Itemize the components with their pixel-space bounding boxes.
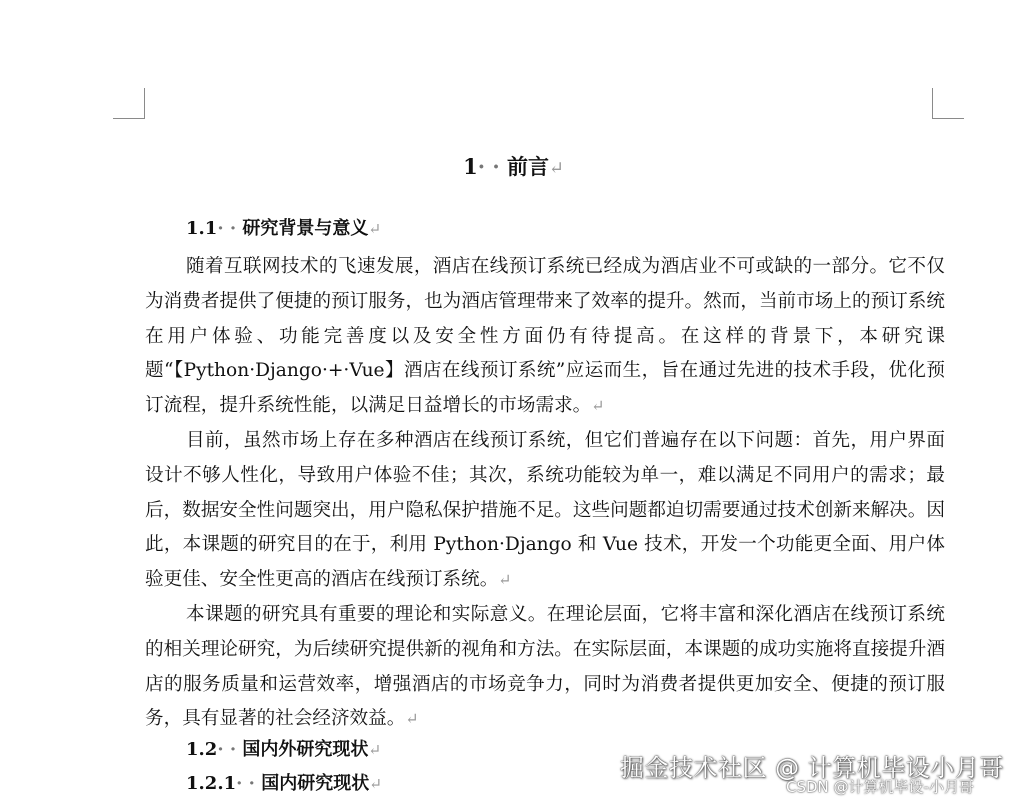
subsection-separator: · ·	[236, 773, 255, 794]
section-separator: · ·	[217, 218, 237, 239]
subsection-heading-1-2-1	[186, 769, 382, 799]
paragraph-text: 本课题的研究具有重要的理论和实际意义。在理论层面，它将丰富和深化酒店在线预订系统的相关理论研究，为后续研究提供新的视角和方法。在实际层面，本课题的成功实施将直接提升酒店的服务质量和运营效率，增强酒店的市场竞争力，同时为消费者提供更加安全、便捷的预订服务，具有显著的社会经济效益。	[145, 603, 945, 730]
section-title: 国内外研究现状	[242, 739, 369, 760]
section-number: 1.1	[186, 218, 218, 239]
crop-mark-top-left-horizontal	[113, 118, 145, 119]
paragraph-text: 随着互联网技术的飞速发展，酒店在线预订系统已经成为酒店业不可或缺的一部分。它不仅为消费者提供了便捷的预订服务，也为酒店管理带来了效率的提升。然而，当前市场上的预订系统在用户体验、功能完善度以及安全性方面仍有待提高。在这样的背景下，本研究课题“【Python·Django·+·Vue】酒店在线预订系统”应运而生，旨在通过先进的技术手段，优化预订流程，提升系统性能，以满足日益增长的市场需求。	[145, 256, 945, 417]
subsection-title: 国内研究现状	[261, 773, 370, 794]
paragraph-text: 目前，虽然市场上存在多种酒店在线预订系统，但它们普遍存在以下问题：首先，用户界面设计不够人性化，导致用户体验不佳；其次，系统功能较为单一，难以满足不同用户的需求；最后，数据安全性问题突出，用户隐私保护措施不足。这些问题都迫切需要通过技术创新来解决。因此，本课题的研究目的在于，利用 Python·Django 和 Vue 技术，开发一个功能更全面、用户体验更佳、安全性更高的酒店在线预订系统。	[145, 429, 945, 591]
subsection-number: 1.2.1	[186, 773, 237, 794]
paragraph-mark: ↵	[405, 709, 419, 729]
chapter-heading	[0, 151, 1027, 185]
crop-mark-top-right-horizontal	[932, 118, 964, 119]
csdn-watermark: CSDN @计算机毕设-小月哥	[786, 778, 974, 796]
paragraph-significance	[145, 598, 945, 737]
body-text	[145, 250, 945, 737]
paragraph-mark: ↵	[591, 396, 605, 416]
paragraph-mark: ↵	[369, 775, 383, 793]
paragraph-background	[145, 250, 945, 424]
juejin-watermark: 掘金技术社区 @ 计算机毕设小月哥	[620, 754, 1004, 782]
paragraph-mark: ↵	[368, 741, 382, 759]
paragraph-mark: ↵	[548, 158, 564, 179]
section-heading-1-1	[186, 214, 381, 244]
chapter-title: 前言	[506, 154, 549, 179]
section-number: 1.2	[186, 739, 218, 760]
paragraph-mark: ↵	[368, 220, 382, 238]
chapter-number: 1	[463, 154, 478, 179]
chapter-separator: · ·	[477, 154, 500, 179]
section-separator: · ·	[217, 739, 237, 760]
paragraph-mark: ↵	[498, 570, 512, 590]
crop-mark-top-right-vertical	[932, 88, 933, 119]
crop-mark-top-left-vertical	[144, 88, 145, 119]
section-heading-1-2	[186, 735, 381, 765]
section-title: 研究背景与意义	[242, 218, 369, 239]
paragraph-problems	[145, 424, 945, 598]
